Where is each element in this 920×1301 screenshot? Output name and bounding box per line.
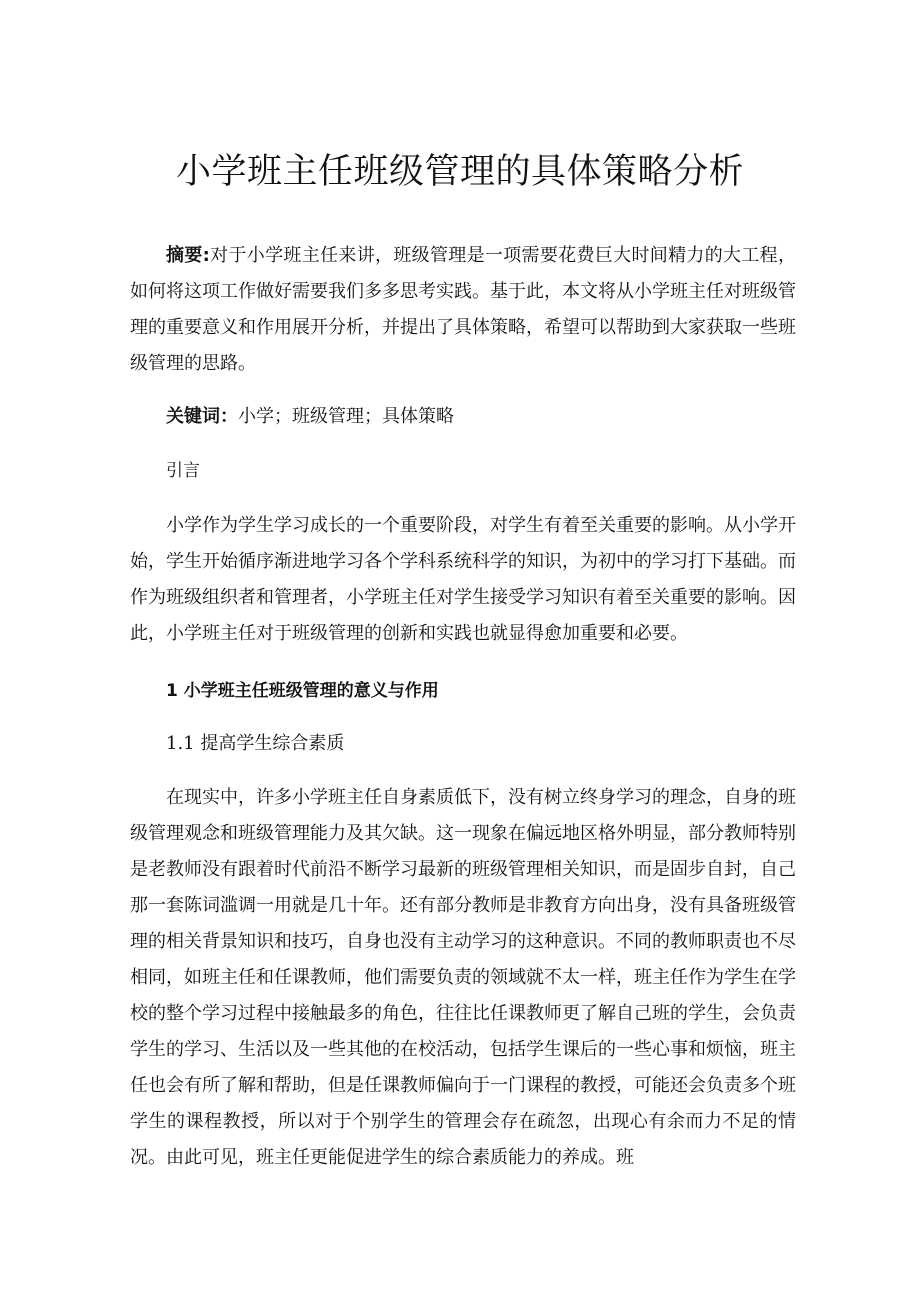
intro-paragraph: 小学作为学生学习成长的一个重要阶段，对学生有着至关重要的影响。从小学开始，学生开始循序渐进地学习各个学科系统科学的知识，为初中的学习打下基础。而作为班级组织者和管理者，小学班主任对学生接受学习知识有着至关重要的影响。因此，小学班主任对于班级管理的创新和实践也就显得愈加重要和必要。 [130,515,796,644]
intro-heading: 引言 [166,461,200,481]
keywords-text: 小学；班级管理；具体策略 [238,406,454,427]
section-1-heading: 1 小学班主任班级管理的意义与作用 [166,681,439,701]
abstract-label: 摘要: [166,245,210,266]
keywords-label: 关键词： [166,406,238,427]
abstract-paragraph [130,238,796,382]
section-1-1-paragraph: 在现实中，许多小学班主任自身素质低下，没有树立终身学习的理念，自身的班级管理观念和班级管理能力及其欠缺。这一现象在偏远地区格外明显，部分教师特别是老教师没有跟着时代前沿不断学习最新的班级管理相关知识，而是固步自封，自己那一套陈词滥调一用就是几十年。还有部分教师是非教育方向出身，没有具备班级管理的相关背景知识和技巧，自身也没有主动学习的这种意识。不同的教师职责也不尽相同，如班主任和任课教师，他们需要负责的领域就不太一样，班主任作为学生在学校的整个学习过程中接触最多的角色，往往比任课教师更了解自己班的学生，会负责学生的学习、生活以及一些其他的在校活动，包括学生课后的一些心事和烦恼，班主任也会有所了解和帮助，但是任课教师偏向于一门课程的教授，可能还会负责多个班学生的课程教授，所以对于个别学生的管理会存在疏忽，出现心有余而力不足的情况。由此可见，班主任更能促进学生的综合素质能力的养成。班 [130,787,796,1168]
abstract-text: 对于小学班主任来讲，班级管理是一项需要花费巨大时间精力的大工程，如何将这项工作做好需要我们多多思考实践。基于此，本文将从小学班主任对班级管理的重要意义和作用展开分析，并提出了具体策略，希望可以帮助到大家获取一些班级管理的思路。 [130,245,797,374]
document-title: 小学班主任班级管理的具体策略分析 [175,152,744,192]
keywords-line [130,403,796,431]
section-1-1-heading: 1.1 提高学生综合素质 [166,733,345,754]
